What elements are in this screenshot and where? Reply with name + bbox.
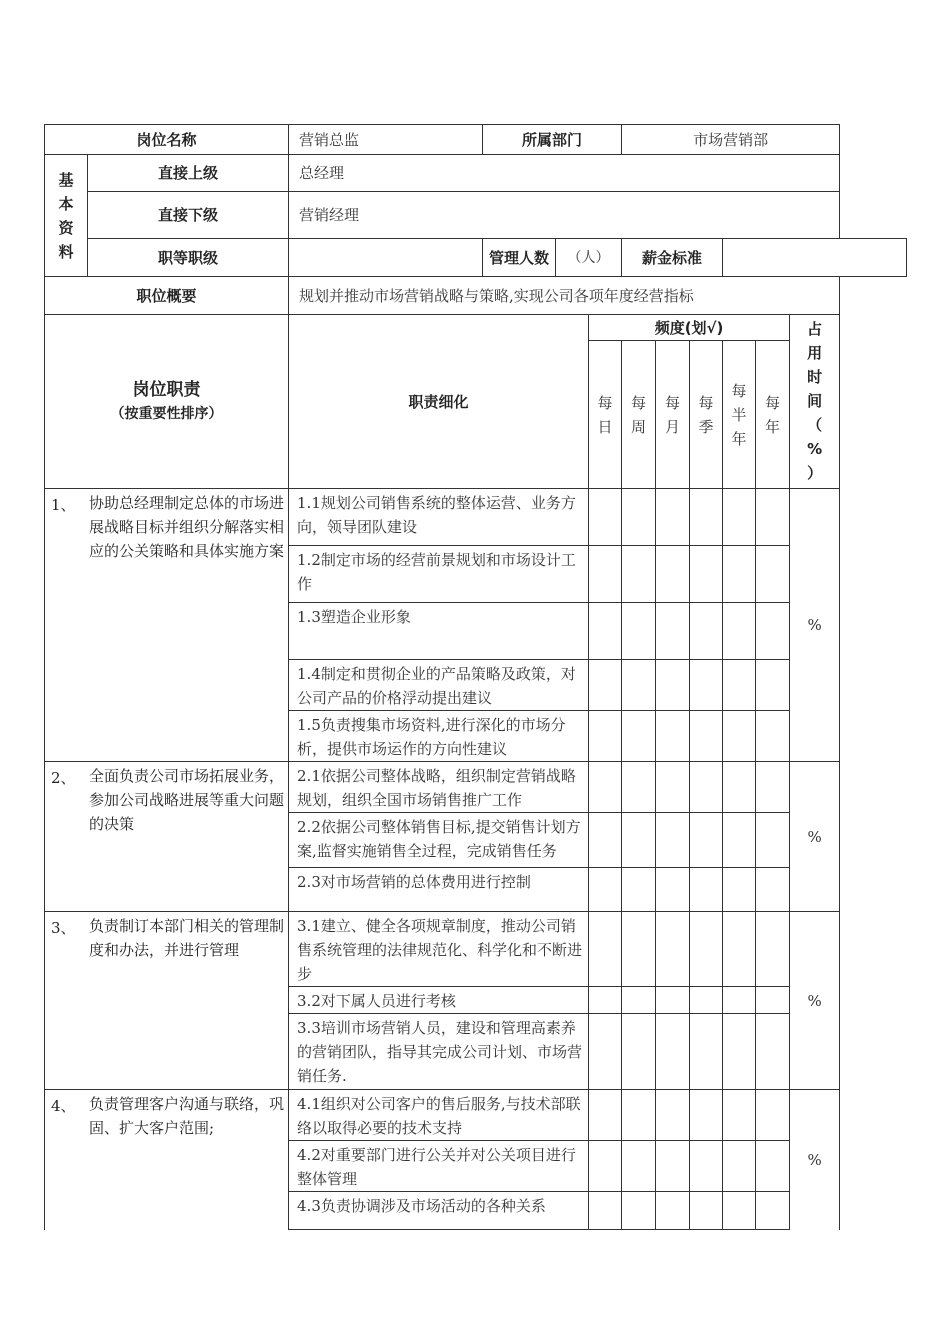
- freq-cell[interactable]: [723, 1090, 756, 1141]
- freq-cell[interactable]: [756, 546, 790, 603]
- freq-cell[interactable]: [723, 660, 756, 711]
- freq-cell[interactable]: [656, 1014, 690, 1090]
- duty-2-time-pct: %: [790, 762, 840, 912]
- time-char-2: 用: [807, 344, 823, 362]
- basic-char-1: 基: [58, 170, 74, 189]
- freq-cell[interactable]: [723, 603, 756, 660]
- summary-label: 职位概要: [45, 277, 289, 315]
- basic-char-3: 资: [58, 218, 74, 237]
- grade-label: 职等职级: [88, 239, 289, 277]
- freq-cell[interactable]: [756, 1141, 790, 1192]
- freq-cell[interactable]: [756, 868, 790, 912]
- freq-cell[interactable]: [622, 762, 656, 813]
- freq-cell[interactable]: [622, 987, 656, 1014]
- freq-cell[interactable]: [723, 489, 756, 546]
- superior-label: 直接上级: [88, 155, 289, 192]
- detail-4-1: 4.1组织对公司客户的售后服务,与技术部联络以取得必要的技术支持: [289, 1090, 589, 1141]
- freq-cell[interactable]: [690, 1141, 723, 1192]
- freq-cell[interactable]: [622, 546, 656, 603]
- freq-cell[interactable]: [723, 711, 756, 762]
- detail-1-4: 1.4制定和贯彻企业的产品策略及政策，对公司产品的价格浮动提出建议: [289, 660, 589, 711]
- freq-cell[interactable]: [589, 1014, 622, 1090]
- freq-cell[interactable]: [622, 1014, 656, 1090]
- detail-2-2: 2.2依据公司整体销售目标,提交销售计划方案,监督实施销售全过程，完成销售任务: [289, 813, 589, 868]
- freq-cell[interactable]: [656, 546, 690, 603]
- freq-cell[interactable]: [622, 813, 656, 868]
- duty-1-text: 协助总经理制定总体的市场进展战略目标并组织分解落实相应的公关策略和具体实施方案: [89, 494, 285, 560]
- freq-cell[interactable]: [589, 813, 622, 868]
- freq-cell[interactable]: [589, 660, 622, 711]
- detail-2-1: 2.1依据公司整体战略，组织制定营销战略规划，组织全国市场销售推广工作: [289, 762, 589, 813]
- freq-cell[interactable]: [589, 603, 622, 660]
- freq-col-weekly: [622, 341, 656, 489]
- freq-cell[interactable]: [656, 868, 690, 912]
- freq-cell[interactable]: [723, 912, 756, 987]
- freq-cell[interactable]: [723, 1141, 756, 1192]
- freq-cell[interactable]: [690, 1014, 723, 1090]
- freq-cell[interactable]: [589, 987, 622, 1014]
- freq-cell[interactable]: [690, 546, 723, 603]
- time-char-5: （: [807, 416, 823, 434]
- duty-4-num: 4、: [51, 1097, 76, 1115]
- detail-3-2: 3.2对下属人员进行考核: [289, 987, 589, 1014]
- freq-cell[interactable]: [690, 912, 723, 987]
- time-char-1: 占: [807, 320, 823, 338]
- freq-col-weekly-2: 周: [631, 417, 647, 436]
- dept-value: 市场营销部: [622, 125, 840, 155]
- detail-1-1: 1.1规划公司销售系统的整体运营、业务方向，领导团队建设: [289, 489, 589, 546]
- basic-info-group-label: [45, 155, 88, 277]
- freq-col-monthly-2: 月: [665, 417, 681, 436]
- freq-col-quarterly: [690, 341, 723, 489]
- freq-cell[interactable]: [690, 711, 723, 762]
- duty-4-text: 负责管理客户沟通与联络，巩固、扩大客户范围;: [89, 1095, 285, 1137]
- freq-cell[interactable]: [723, 813, 756, 868]
- freq-cell[interactable]: [589, 711, 622, 762]
- freq-cell[interactable]: [690, 813, 723, 868]
- freq-cell[interactable]: [690, 868, 723, 912]
- freq-cell[interactable]: [622, 660, 656, 711]
- freq-cell[interactable]: [756, 1090, 790, 1141]
- freq-cell[interactable]: [622, 711, 656, 762]
- freq-cell[interactable]: [656, 489, 690, 546]
- duty-3-time-pct: %: [790, 912, 840, 1090]
- detail-1-2: 1.2制定市场的经营前景规划和市场设计工作: [289, 546, 589, 603]
- freq-cell[interactable]: [690, 489, 723, 546]
- subordinate-value: 营销经理: [289, 192, 840, 239]
- freq-cell[interactable]: [756, 603, 790, 660]
- freq-cell[interactable]: [622, 1192, 656, 1230]
- grade-value: [289, 239, 483, 277]
- freq-cell[interactable]: [690, 1090, 723, 1141]
- basic-char-2: 本: [58, 194, 74, 213]
- detail-header-label: 职责细化: [289, 315, 589, 489]
- freq-cell[interactable]: [656, 711, 690, 762]
- freq-cell[interactable]: [723, 762, 756, 813]
- freq-cell[interactable]: [622, 489, 656, 546]
- freq-cell[interactable]: [589, 912, 622, 987]
- freq-cell[interactable]: [589, 1141, 622, 1192]
- detail-2-3: 2.3对市场营销的总体费用进行控制: [289, 868, 589, 912]
- freq-cell[interactable]: [690, 762, 723, 813]
- detail-3-3: 3.3培训市场营销人员，建设和管理高素养的营销团队，指导其完成公司计划、市场营销任务.: [289, 1014, 589, 1090]
- post-name-label: 岗位名称: [45, 125, 289, 155]
- freq-cell[interactable]: [756, 762, 790, 813]
- freq-cell[interactable]: [756, 1192, 790, 1230]
- freq-cell[interactable]: [589, 1090, 622, 1141]
- freq-cell[interactable]: [723, 546, 756, 603]
- time-char-7: ）: [807, 464, 823, 482]
- job-description-table: [44, 124, 907, 1230]
- duty-3: [45, 912, 289, 1090]
- freq-cell[interactable]: [622, 1090, 656, 1141]
- duty-header: [45, 315, 289, 489]
- duty-4: [45, 1090, 289, 1230]
- detail-4-3: 4.3负责协调涉及市场活动的各种关系: [289, 1192, 589, 1230]
- time-header-label: [790, 315, 840, 489]
- duty-header-sub: （按重要性排序）: [110, 405, 223, 422]
- freq-cell[interactable]: [656, 912, 690, 987]
- freq-cell[interactable]: [690, 603, 723, 660]
- salary-label: 薪金标准: [622, 239, 723, 277]
- freq-col-quarterly-2: 季: [698, 417, 714, 436]
- freq-cell[interactable]: [656, 1141, 690, 1192]
- dept-label: 所属部门: [483, 125, 622, 155]
- freq-col-halfyear-1: 每: [731, 381, 747, 400]
- freq-cell[interactable]: [656, 762, 690, 813]
- duty-3-num: 3、: [51, 919, 76, 937]
- freq-cell[interactable]: [756, 987, 790, 1014]
- summary-value: 规划并推动市场营销战略与策略,实现公司各项年度经营指标: [289, 277, 840, 315]
- time-char-3: 时: [807, 368, 823, 386]
- time-char-4: 间: [807, 392, 823, 410]
- freq-cell[interactable]: [656, 603, 690, 660]
- freq-col-halfyear-2: 半: [731, 405, 747, 424]
- basic-char-4: 料: [58, 242, 74, 261]
- freq-header-label: 频度(划√): [589, 315, 790, 341]
- freq-col-quarterly-1: 每: [698, 393, 714, 412]
- detail-1-3: 1.3塑造企业形象: [289, 603, 589, 660]
- freq-cell[interactable]: [723, 1192, 756, 1230]
- duty-4-time-pct: %: [790, 1090, 840, 1230]
- freq-cell[interactable]: [622, 912, 656, 987]
- freq-col-daily-2: 日: [597, 417, 613, 436]
- duty-3-text: 负责制订本部门相关的管理制度和办法，并进行管理: [89, 917, 285, 959]
- freq-cell[interactable]: [690, 987, 723, 1014]
- superior-value: 总经理: [289, 155, 840, 192]
- freq-cell[interactable]: [756, 489, 790, 546]
- freq-col-weekly-1: 每: [631, 393, 647, 412]
- freq-cell[interactable]: [723, 868, 756, 912]
- freq-cell[interactable]: [690, 1192, 723, 1230]
- salary-value: [723, 239, 907, 277]
- subordinate-label: 直接下级: [88, 192, 289, 239]
- freq-col-halfyear-3: 年: [731, 429, 747, 448]
- freq-cell[interactable]: [656, 987, 690, 1014]
- duty-header-label: 岗位职责: [132, 379, 201, 400]
- freq-col-yearly-2: 年: [765, 417, 781, 436]
- duty-2-num: 2、: [51, 769, 76, 787]
- freq-col-monthly-1: 每: [665, 393, 681, 412]
- freq-cell[interactable]: [589, 489, 622, 546]
- manage-count-label: 管理人数: [483, 239, 556, 277]
- freq-cell[interactable]: [723, 1014, 756, 1090]
- duty-2-text: 全面负责公司市场拓展业务，参加公司战略进展等重大问题的决策: [89, 767, 285, 833]
- freq-cell[interactable]: [756, 912, 790, 987]
- time-char-6: %: [807, 440, 823, 458]
- freq-cell[interactable]: [622, 603, 656, 660]
- duty-2: [45, 762, 289, 912]
- detail-1-5: 1.5负责搜集市场资料,进行深化的市场分析，提供市场运作的方向性建议: [289, 711, 589, 762]
- freq-col-halfyear: [723, 341, 756, 489]
- freq-cell[interactable]: [656, 1192, 690, 1230]
- freq-cell[interactable]: [656, 813, 690, 868]
- freq-cell[interactable]: [723, 987, 756, 1014]
- freq-cell[interactable]: [622, 1141, 656, 1192]
- freq-cell[interactable]: [690, 660, 723, 711]
- freq-col-daily: [589, 341, 622, 489]
- freq-col-yearly-1: 每: [765, 393, 781, 412]
- manage-count-value: （人）: [556, 239, 622, 277]
- freq-col-daily-1: 每: [597, 393, 613, 412]
- detail-3-1: 3.1建立、健全各项规章制度，推动公司销售系统管理的法律规范化、科学化和不断进步: [289, 912, 589, 987]
- freq-cell[interactable]: [756, 813, 790, 868]
- detail-4-2: 4.2对重要部门进行公关并对公关项目进行整体管理: [289, 1141, 589, 1192]
- duty-1-time-pct: %: [790, 489, 840, 762]
- freq-cell[interactable]: [656, 1090, 690, 1141]
- freq-cell[interactable]: [656, 660, 690, 711]
- freq-cell[interactable]: [589, 868, 622, 912]
- freq-cell[interactable]: [622, 868, 656, 912]
- freq-cell[interactable]: [756, 711, 790, 762]
- freq-col-yearly: [756, 341, 790, 489]
- duty-1-num: 1、: [51, 496, 76, 514]
- freq-cell[interactable]: [589, 762, 622, 813]
- freq-cell[interactable]: [756, 1014, 790, 1090]
- duty-1: [45, 489, 289, 762]
- freq-cell[interactable]: [589, 1192, 622, 1230]
- freq-col-monthly: [656, 341, 690, 489]
- freq-cell[interactable]: [589, 546, 622, 603]
- post-name-value: 营销总监: [289, 125, 483, 155]
- freq-cell[interactable]: [756, 660, 790, 711]
